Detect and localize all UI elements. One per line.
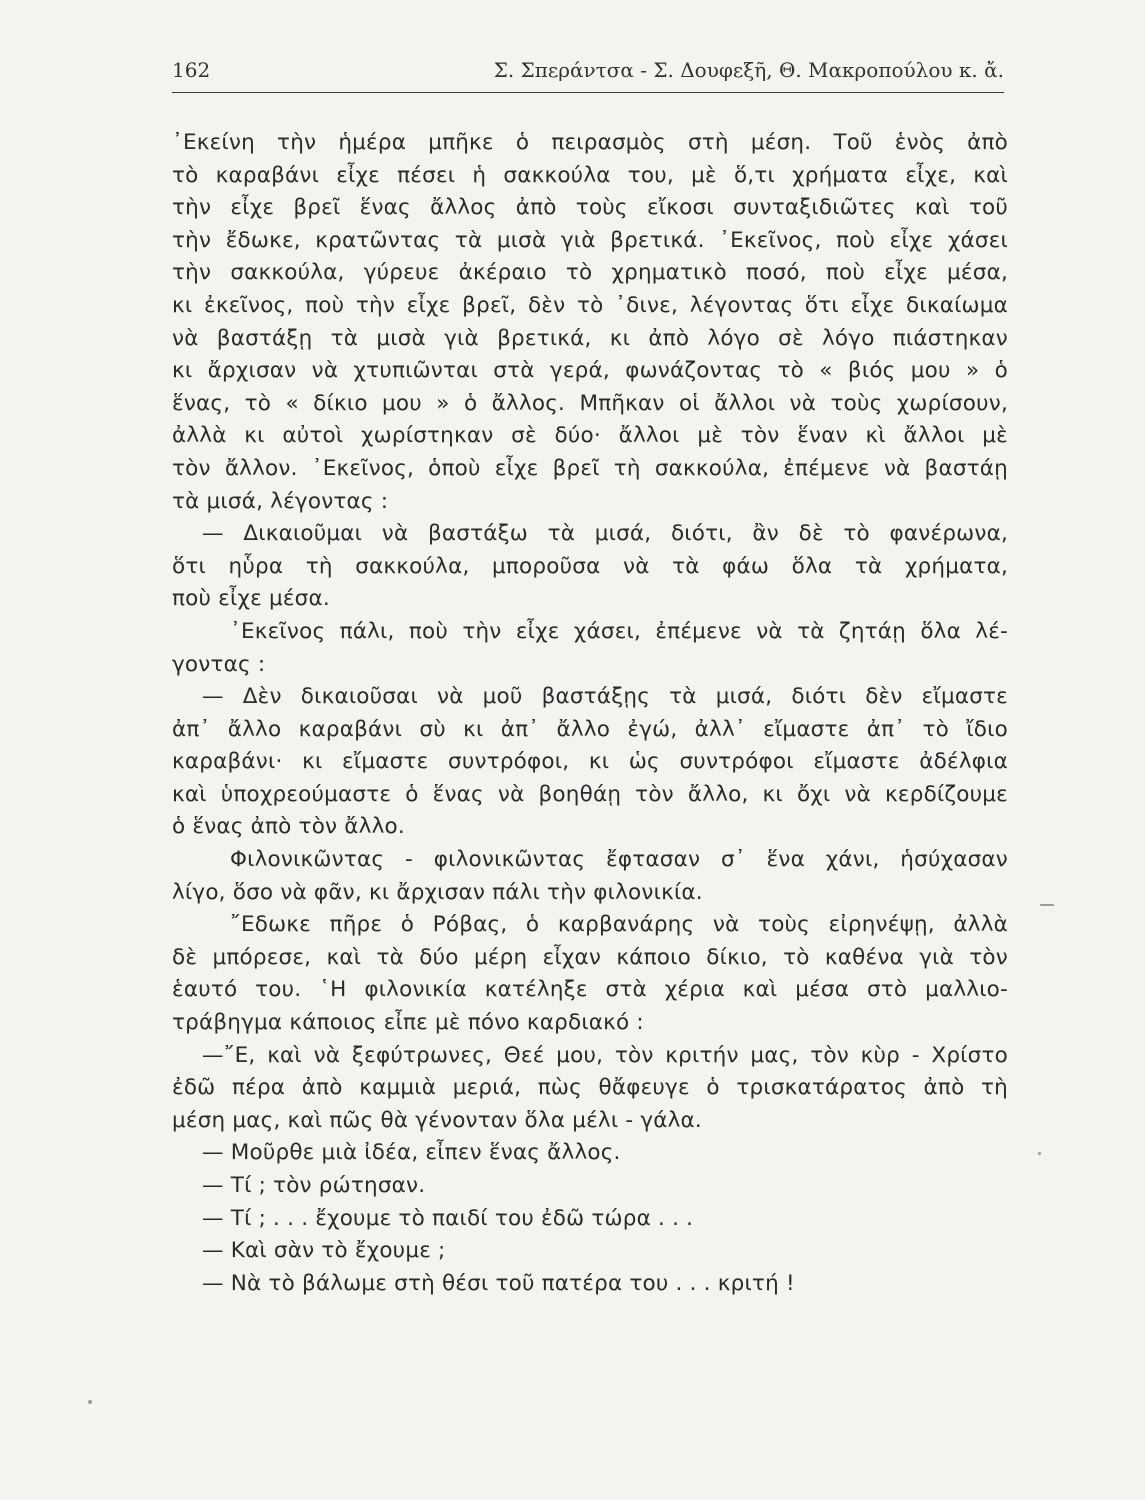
text-line: καραβάνι· κι εἴμαστε συντρόφοι, κι ὡς συντρόφοι εἴμαστε ἀδέλφια bbox=[172, 749, 1008, 775]
scan-speck bbox=[1040, 904, 1054, 906]
text-line: τὰ μισά, λέγοντας : bbox=[172, 488, 389, 514]
text-line: λίγο, ὅσο νὰ φᾶν, κι ἄρχισαν πάλι τὴν φιλονικία. bbox=[172, 879, 703, 905]
text-line: ᾽Εκεῖνος πάλι, ποὺ τὴν εἶχε χάσει, ἐπέμενε νὰ τὰ ζητάῃ ὅλα λέ- bbox=[230, 618, 1008, 644]
text-body bbox=[172, 127, 1008, 1300]
text-line: Φιλονικῶντας - φιλονικῶντας ἔφτασαν σ᾽ ἕνα χάνι, ἡσύχασαν bbox=[230, 847, 1008, 873]
text-line: τὴν εἶχε βρεῖ ἕνας ἄλλος ἀπὸ τοὺς εἴκοσι συνταξιδιῶτες καὶ τοῦ bbox=[172, 195, 1008, 221]
text-line: νὰ βαστάξῃ τὰ μισὰ γιὰ βρετικά, κι ἀπὸ λόγο σὲ λόγο πιάστηκαν bbox=[172, 325, 1008, 351]
page-number: 162 bbox=[172, 58, 211, 82]
text-line: — Τί ; τὸν ρώτησαν. bbox=[202, 1173, 426, 1198]
text-line: ἀπ᾽ ἄλλο καραβάνι σὺ κι ἀπ᾽ ἄλλο ἐγώ, ἀλλ᾽ εἴμαστε ἀπ᾽ τὸ ἴδιο bbox=[172, 716, 1008, 742]
text-line: τράβηγμα κάποιος εἶπε μὲ πόνο καρδιακό : bbox=[172, 1010, 644, 1036]
text-line: ἑαυτό του. ῾Η φιλονικία κατέληξε στὰ χέρια καὶ μέσα στὸ μαλλιο- bbox=[172, 977, 1008, 1003]
text-line: δὲ μπόρεσε, καὶ τὰ δύο μέρη εἶχαν κάποιο δίκιο, τὸ καθένα γιὰ τὸν bbox=[172, 944, 1008, 970]
text-line: καὶ ὑποχρεούμαστε ὁ ἕνας νὰ βοηθάῃ τὸν ἄλλο, κι ὄχι νὰ κερδίζουμε bbox=[172, 781, 1008, 807]
text-line: κι ἐκεῖνος, ποὺ τὴν εἶχε βρεῖ, δὲν τὸ ᾽δινε, λέγοντας ὅτι εἶχε δικαίωμα bbox=[172, 292, 1008, 318]
page-header bbox=[172, 58, 1004, 93]
text-line: —῎Ε, καὶ νὰ ξεφύτρωνες, Θεέ μου, τὸν κριτήν μας, τὸν κὺρ - Χρίστο bbox=[202, 1042, 1008, 1068]
running-title: Σ. Σπεράντσα - Σ. Δουφεξῆ, Θ. Μακροπούλου κ. ἄ. bbox=[493, 58, 1004, 82]
text-line: ῎Εδωκε πῆρε ὁ Ρόβας, ὁ καρβανάρης νὰ τοὺς εἰρηνέψῃ, ἀλλὰ bbox=[230, 912, 1008, 938]
text-line: τὴν ἔδωκε, κρατῶντας τὰ μισὰ γιὰ βρετικά. ᾽Εκεῖνος, ποὺ εἶχε χάσει bbox=[172, 227, 1008, 253]
text-line: — Καὶ σὰν τὸ ἔχουμε ; bbox=[202, 1238, 446, 1264]
text-line: — Μοῦρθε μιὰ ἰδέα, εἶπεν ἕνας ἄλλος. bbox=[202, 1140, 621, 1166]
text-line: — Δικαιοῦμαι νὰ βαστάξω τὰ μισά, διότι, ἂν δὲ τὸ φανέρωνα, bbox=[202, 521, 1008, 547]
text-line: τὴν σακκούλα, γύρευε ἀκέραιο τὸ χρηματικὸ ποσό, ποὺ εἶχε μέσα, bbox=[172, 260, 1008, 286]
text-line: ἐδῶ πέρα ἀπὸ καμμιὰ μεριά, πὼς θἄφευγε ὁ τρισκατάρατος ἀπὸ τὴ bbox=[172, 1075, 1008, 1101]
text-line: ἕνας, τὸ « δίκιο μου » ὁ ἄλλος. Μπῆκαν οἱ ἄλλοι νὰ τοὺς χωρίσουν, bbox=[172, 390, 1008, 416]
text-line: ὁ ἕνας ἀπὸ τὸν ἄλλο. bbox=[172, 814, 405, 840]
text-line: — Τί ; . . . ἔχουμε τὸ παιδί του ἐδῶ τώρα . . . bbox=[202, 1205, 694, 1231]
text-line: — Δὲν δικαιοῦσαι νὰ μοῦ βαστάξῃς τὰ μισά, διότι δὲν εἴμαστε bbox=[202, 684, 1008, 710]
text-line: κι ἄρχισαν νὰ χτυπιῶνται στὰ γερά, φωνάζοντας τὸ « βιός μου » ὁ bbox=[172, 358, 1008, 384]
text-line: ποὺ εἶχε μέσα. bbox=[172, 586, 330, 612]
scan-speck bbox=[88, 1400, 92, 1404]
text-line: ὅτι ηὗρα τὴ σακκούλα, μποροῦσα νὰ τὰ φάω ὅλα τὰ χρήματα, bbox=[172, 553, 1008, 579]
text-line: ᾽Εκείνη τὴν ἡμέρα μπῆκε ὁ πειρασμὸς στὴ μέση. Τοῦ ἑνὸς ἀπὸ bbox=[172, 130, 1008, 155]
text-line: μέση μας, καὶ πῶς θὰ γένονταν ὅλα μέλι - γάλα. bbox=[172, 1107, 702, 1133]
text-line: — Νὰ τὸ βάλωμε στὴ θέσι τοῦ πατέρα του . . . κριτή ! bbox=[202, 1270, 795, 1296]
text-line: τὸν ἄλλον. ᾽Εκεῖνος, ὁποὺ εἶχε βρεῖ τὴ σακκούλα, ἐπέμενε νὰ βαστάῃ bbox=[172, 455, 1008, 481]
text-line: γοντας : bbox=[172, 651, 266, 677]
text-line: τὸ καραβάνι εἶχε πέσει ἡ σακκούλα του, μὲ ὅ,τι χρήματα εἶχε, καὶ bbox=[172, 162, 1008, 188]
scan-speck bbox=[1038, 1152, 1041, 1155]
text-line: ἀλλὰ κι αὐτοὶ χωρίστηκαν σὲ δύο· ἄλλοι μὲ τὸν ἕναν κὶ ἄλλοι μὲ bbox=[172, 423, 1008, 449]
